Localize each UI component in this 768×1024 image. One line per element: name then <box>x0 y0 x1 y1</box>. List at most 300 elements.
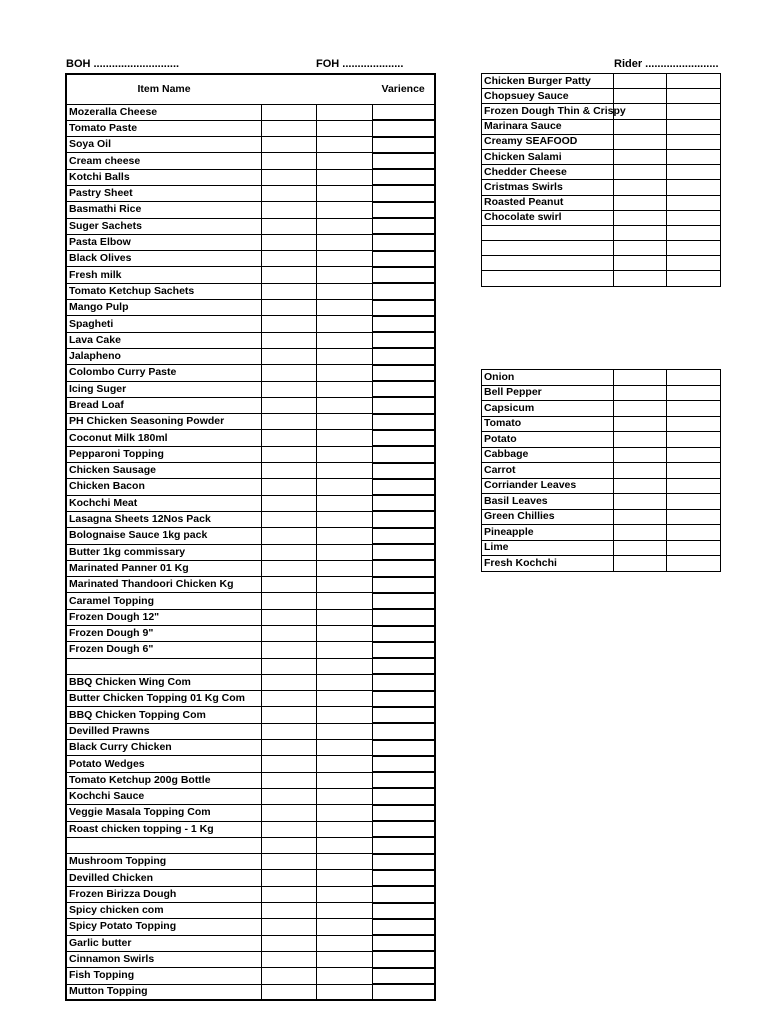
entry-cell[interactable] <box>372 446 435 462</box>
entry-cell[interactable] <box>317 283 373 299</box>
entry-cell[interactable] <box>261 935 317 951</box>
entry-cell[interactable] <box>261 430 317 446</box>
table-row <box>482 509 721 525</box>
entry-cell[interactable] <box>261 984 317 1000</box>
entry-cell[interactable] <box>261 593 317 609</box>
entry-cell[interactable] <box>261 105 317 121</box>
table-row <box>66 528 435 544</box>
entry-cell[interactable] <box>372 821 435 837</box>
item-name-cell: Lasagna Sheets 12Nos Pack <box>66 511 261 527</box>
entry-cell[interactable] <box>613 271 666 286</box>
table-row <box>482 74 721 89</box>
entry-cell[interactable] <box>317 381 373 397</box>
entry-cell[interactable] <box>317 446 373 462</box>
entry-cell[interactable] <box>372 283 435 299</box>
entry-cell[interactable] <box>613 447 666 463</box>
entry-cell[interactable] <box>372 234 435 250</box>
item-name-cell: Soya Oil <box>66 137 261 153</box>
item-name-cell: Frozen Dough Thin & Crispy <box>482 104 614 119</box>
entry-cell[interactable] <box>261 414 317 430</box>
item-name-cell <box>66 658 261 674</box>
entry-cell[interactable] <box>613 525 666 541</box>
entry-cell[interactable] <box>613 256 666 271</box>
item-name-cell: Mozeralla Cheese <box>66 105 261 121</box>
entry-cell[interactable] <box>372 137 435 153</box>
entry-cell[interactable] <box>372 267 435 283</box>
entry-cell[interactable] <box>261 218 317 234</box>
entry-cell[interactable] <box>261 446 317 462</box>
entry-cell[interactable] <box>261 348 317 364</box>
entry-cell[interactable] <box>261 234 317 250</box>
table-row <box>482 210 721 225</box>
entry-cell[interactable] <box>261 951 317 967</box>
item-name-header: Item Name <box>66 74 261 105</box>
entry-cell[interactable] <box>261 316 317 332</box>
foh-label: FOH .................... <box>316 58 404 70</box>
item-name-cell: Kochchi Sauce <box>66 788 261 804</box>
table-row <box>482 447 721 463</box>
entry-cell[interactable] <box>372 772 435 788</box>
entry-cell[interactable] <box>261 691 317 707</box>
entry-cell[interactable] <box>666 370 720 386</box>
entry-cell[interactable] <box>372 805 435 821</box>
entry-cell[interactable] <box>317 626 373 642</box>
table-row <box>66 316 435 332</box>
item-name-cell: Chicken Burger Patty <box>482 74 614 89</box>
entry-cell[interactable] <box>372 511 435 527</box>
table-row <box>482 416 721 432</box>
table-row <box>66 300 435 316</box>
entry-cell[interactable] <box>372 854 435 870</box>
entry-cell[interactable] <box>372 903 435 919</box>
entry-cell[interactable] <box>372 642 435 658</box>
entry-cell[interactable] <box>261 642 317 658</box>
entry-cell[interactable] <box>372 528 435 544</box>
entry-cell[interactable] <box>261 805 317 821</box>
item-name-cell: Garlic butter <box>66 935 261 951</box>
entry-cell[interactable] <box>317 169 373 185</box>
entry-cell[interactable] <box>261 137 317 153</box>
entry-cell[interactable] <box>372 968 435 984</box>
table-row <box>482 89 721 104</box>
entry-cell[interactable] <box>317 153 373 169</box>
table-row <box>482 401 721 417</box>
entry-cell[interactable] <box>666 478 720 494</box>
table-row <box>482 104 721 119</box>
entry-cell[interactable] <box>372 365 435 381</box>
entry-cell[interactable] <box>317 463 373 479</box>
entry-cell[interactable] <box>666 134 720 149</box>
entry-cell[interactable] <box>317 365 373 381</box>
entry-cell[interactable] <box>613 540 666 556</box>
entry-cell[interactable] <box>317 105 373 121</box>
item-name-cell: Marinara Sauce <box>482 119 614 134</box>
table-row <box>66 854 435 870</box>
entry-cell[interactable] <box>261 332 317 348</box>
entry-cell[interactable] <box>261 919 317 935</box>
entry-cell[interactable] <box>261 740 317 756</box>
entry-cell[interactable] <box>372 870 435 886</box>
entry-cell[interactable] <box>261 153 317 169</box>
entry-cell[interactable] <box>261 723 317 739</box>
entry-cell[interactable] <box>317 316 373 332</box>
entry-cell[interactable] <box>261 202 317 218</box>
entry-cell[interactable] <box>317 984 373 1000</box>
entry-cell[interactable] <box>666 180 720 195</box>
entry-cell[interactable] <box>613 494 666 510</box>
entry-cell[interactable] <box>666 525 720 541</box>
table-row <box>66 234 435 250</box>
table-row <box>66 968 435 984</box>
entry-cell[interactable] <box>261 463 317 479</box>
entry-cell[interactable] <box>261 479 317 495</box>
table-row <box>482 463 721 479</box>
entry-cell[interactable] <box>372 479 435 495</box>
entry-cell[interactable] <box>666 540 720 556</box>
entry-cell[interactable] <box>261 756 317 772</box>
entry-cell[interactable] <box>317 120 373 136</box>
entry-cell[interactable] <box>372 593 435 609</box>
entry-cell[interactable] <box>613 556 666 572</box>
entry-cell[interactable] <box>372 544 435 560</box>
entry-cell[interactable] <box>261 870 317 886</box>
entry-cell[interactable] <box>372 430 435 446</box>
entry-cell[interactable] <box>317 805 373 821</box>
entry-cell[interactable] <box>372 202 435 218</box>
table-row <box>482 134 721 149</box>
table-row <box>66 202 435 218</box>
entry-cell[interactable] <box>261 903 317 919</box>
entry-cell[interactable] <box>666 447 720 463</box>
item-name-cell: Corriander Leaves <box>482 478 614 494</box>
entry-cell[interactable] <box>666 165 720 180</box>
item-name-cell: Creamy SEAFOOD <box>482 134 614 149</box>
entry-cell[interactable] <box>317 495 373 511</box>
entry-cell[interactable] <box>261 120 317 136</box>
entry-cell[interactable] <box>613 210 666 225</box>
entry-cell[interactable] <box>666 241 720 256</box>
entry-cell[interactable] <box>372 691 435 707</box>
entry-cell[interactable] <box>372 185 435 201</box>
entry-cell[interactable] <box>372 951 435 967</box>
entry-cell[interactable] <box>372 674 435 690</box>
table-row <box>66 105 435 121</box>
entry-cell[interactable] <box>666 416 720 432</box>
entry-cell[interactable] <box>261 267 317 283</box>
entry-cell[interactable] <box>666 104 720 119</box>
entry-cell[interactable] <box>261 854 317 870</box>
table-row <box>66 919 435 935</box>
entry-cell[interactable] <box>613 401 666 417</box>
table-row-empty <box>482 271 721 286</box>
entry-cell[interactable] <box>613 134 666 149</box>
entry-cell[interactable] <box>317 740 373 756</box>
entry-cell[interactable] <box>317 788 373 804</box>
item-name-cell: Devilled Prawns <box>66 723 261 739</box>
entry-cell[interactable] <box>372 984 435 1000</box>
entry-cell[interactable] <box>372 886 435 902</box>
table-row <box>66 332 435 348</box>
entry-cell[interactable] <box>613 195 666 210</box>
entry-cell[interactable] <box>372 300 435 316</box>
table-row <box>482 478 721 494</box>
entry-cell[interactable] <box>372 381 435 397</box>
entry-cell[interactable] <box>261 707 317 723</box>
table-row <box>482 165 721 180</box>
table-row <box>66 495 435 511</box>
table-row <box>66 348 435 364</box>
item-name-cell <box>66 837 261 853</box>
item-name-cell: Devilled Chicken <box>66 870 261 886</box>
item-name-cell: Potato Wedges <box>66 756 261 772</box>
table-row <box>66 674 435 690</box>
table-row-empty <box>482 256 721 271</box>
entry-cell[interactable] <box>372 332 435 348</box>
entry-cell[interactable] <box>372 560 435 576</box>
entry-cell[interactable] <box>317 870 373 886</box>
entry-cell[interactable] <box>317 723 373 739</box>
entry-cell[interactable] <box>317 251 373 267</box>
entry-cell[interactable] <box>261 886 317 902</box>
entry-cell[interactable] <box>666 195 720 210</box>
item-name-cell: Pepparoni Topping <box>66 446 261 462</box>
item-name-cell: Capsicum <box>482 401 614 417</box>
entry-cell[interactable] <box>261 528 317 544</box>
table-row <box>66 821 435 837</box>
entry-cell[interactable] <box>666 74 720 89</box>
entry-cell[interactable] <box>666 494 720 510</box>
entry-cell[interactable] <box>317 642 373 658</box>
entry-cell[interactable] <box>372 723 435 739</box>
entry-cell[interactable] <box>613 165 666 180</box>
entry-cell[interactable] <box>261 381 317 397</box>
table-row <box>66 870 435 886</box>
entry-cell[interactable] <box>317 886 373 902</box>
entry-cell[interactable] <box>317 185 373 201</box>
entry-cell[interactable] <box>372 935 435 951</box>
entry-cell[interactable] <box>317 544 373 560</box>
entry-cell[interactable] <box>317 332 373 348</box>
entry-cell[interactable] <box>317 267 373 283</box>
table-row-empty <box>482 241 721 256</box>
entry-cell[interactable] <box>613 241 666 256</box>
table-row <box>66 772 435 788</box>
entry-cell[interactable] <box>261 365 317 381</box>
entry-cell[interactable] <box>666 225 720 240</box>
entry-cell[interactable] <box>317 511 373 527</box>
entry-cell[interactable] <box>261 544 317 560</box>
entry-cell[interactable] <box>317 968 373 984</box>
entry-cell[interactable] <box>372 707 435 723</box>
entry-cell[interactable] <box>317 854 373 870</box>
entry-cell[interactable] <box>613 385 666 401</box>
entry-cell[interactable] <box>317 397 373 413</box>
item-name-cell: Carrot <box>482 463 614 479</box>
table-row <box>66 430 435 446</box>
entry-cell[interactable] <box>317 837 373 853</box>
entry-cell[interactable] <box>317 919 373 935</box>
entry-cell[interactable] <box>261 560 317 576</box>
entry-cell[interactable] <box>317 756 373 772</box>
entry-cell[interactable] <box>317 658 373 674</box>
entry-cell[interactable] <box>372 788 435 804</box>
table-row <box>66 251 435 267</box>
entry-cell[interactable] <box>317 674 373 690</box>
entry-cell[interactable] <box>261 300 317 316</box>
item-name-cell: Cinnamon Swirls <box>66 951 261 967</box>
entry-cell[interactable] <box>261 185 317 201</box>
entry-cell[interactable] <box>261 968 317 984</box>
item-name-cell: Chocolate swirl <box>482 210 614 225</box>
entry-cell[interactable] <box>317 577 373 593</box>
entry-cell[interactable] <box>261 169 317 185</box>
entry-cell[interactable] <box>613 180 666 195</box>
entry-cell[interactable] <box>372 837 435 853</box>
table-row <box>66 120 435 136</box>
entry-cell[interactable] <box>372 105 435 121</box>
entry-cell[interactable] <box>261 658 317 674</box>
item-name-cell: Icing Suger <box>66 381 261 397</box>
item-name-cell: Mango Pulp <box>66 300 261 316</box>
main-stock-table <box>65 73 436 1001</box>
table-row <box>66 984 435 1000</box>
entry-cell[interactable] <box>261 251 317 267</box>
entry-cell[interactable] <box>613 509 666 525</box>
entry-cell[interactable] <box>372 658 435 674</box>
item-name-cell: Jalapheno <box>66 348 261 364</box>
table-row <box>66 805 435 821</box>
item-name-cell: Kotchi Balls <box>66 169 261 185</box>
table-row <box>482 494 721 510</box>
entry-cell[interactable] <box>317 202 373 218</box>
entry-cell[interactable] <box>317 430 373 446</box>
entry-cell[interactable] <box>613 149 666 164</box>
entry-cell[interactable] <box>372 463 435 479</box>
entry-cell[interactable] <box>372 251 435 267</box>
entry-cell[interactable] <box>317 707 373 723</box>
entry-cell[interactable] <box>613 119 666 134</box>
entry-cell[interactable] <box>261 577 317 593</box>
entry-cell[interactable] <box>666 256 720 271</box>
entry-cell[interactable] <box>372 495 435 511</box>
item-name-cell: Marinated Panner 01 Kg <box>66 560 261 576</box>
entry-cell[interactable] <box>317 560 373 576</box>
entry-cell[interactable] <box>666 432 720 448</box>
item-name-cell: Onion <box>482 370 614 386</box>
entry-cell[interactable] <box>372 169 435 185</box>
entry-cell[interactable] <box>261 609 317 625</box>
entry-cell[interactable] <box>613 74 666 89</box>
entry-cell[interactable] <box>613 432 666 448</box>
entry-cell[interactable] <box>613 478 666 494</box>
entry-cell[interactable] <box>372 218 435 234</box>
entry-cell[interactable] <box>613 416 666 432</box>
entry-cell[interactable] <box>317 234 373 250</box>
entry-cell[interactable] <box>261 495 317 511</box>
entry-cell[interactable] <box>666 385 720 401</box>
entry-cell[interactable] <box>261 626 317 642</box>
item-name-cell: BBQ Chicken Topping Com <box>66 707 261 723</box>
entry-cell[interactable] <box>372 609 435 625</box>
entry-cell[interactable] <box>372 348 435 364</box>
entry-cell[interactable] <box>372 919 435 935</box>
entry-cell[interactable] <box>261 821 317 837</box>
entry-cell[interactable] <box>613 370 666 386</box>
entry-cell[interactable] <box>372 414 435 430</box>
entry-cell[interactable] <box>372 626 435 642</box>
table-row <box>66 169 435 185</box>
entry-cell[interactable] <box>261 283 317 299</box>
entry-cell[interactable] <box>261 788 317 804</box>
item-name-cell: Butter Chicken Topping 01 Kg Com <box>66 691 261 707</box>
entry-cell[interactable] <box>666 463 720 479</box>
top-right-stock-table <box>481 73 721 287</box>
entry-cell[interactable] <box>666 401 720 417</box>
entry-cell[interactable] <box>372 397 435 413</box>
entry-cell[interactable] <box>317 479 373 495</box>
entry-cell[interactable] <box>317 300 373 316</box>
entry-cell[interactable] <box>666 149 720 164</box>
entry-cell[interactable] <box>666 556 720 572</box>
entry-cell[interactable] <box>317 593 373 609</box>
item-name-cell <box>482 256 614 271</box>
entry-cell[interactable] <box>317 137 373 153</box>
table-row <box>482 370 721 386</box>
entry-cell[interactable] <box>261 772 317 788</box>
entry-cell[interactable] <box>317 903 373 919</box>
entry-cell[interactable] <box>372 756 435 772</box>
entry-cell[interactable] <box>317 218 373 234</box>
item-name-cell: Mushroom Topping <box>66 854 261 870</box>
entry-cell[interactable] <box>317 414 373 430</box>
entry-cell[interactable] <box>261 837 317 853</box>
entry-cell[interactable] <box>317 528 373 544</box>
table-row <box>66 626 435 642</box>
entry-cell[interactable] <box>317 691 373 707</box>
table-row <box>66 788 435 804</box>
entry-cell[interactable] <box>372 316 435 332</box>
entry-cell[interactable] <box>317 821 373 837</box>
entry-cell[interactable] <box>317 348 373 364</box>
table-row <box>482 149 721 164</box>
variance-header: Varience <box>372 74 435 105</box>
entry-cell[interactable] <box>613 225 666 240</box>
table-row <box>66 137 435 153</box>
entry-cell[interactable] <box>666 89 720 104</box>
entry-cell[interactable] <box>317 935 373 951</box>
entry-cell[interactable] <box>261 674 317 690</box>
entry-cell[interactable] <box>261 511 317 527</box>
entry-cell[interactable] <box>317 609 373 625</box>
entry-cell[interactable] <box>317 772 373 788</box>
table-row <box>66 951 435 967</box>
entry-cell[interactable] <box>261 397 317 413</box>
entry-cell[interactable] <box>666 119 720 134</box>
entry-cell[interactable] <box>372 120 435 136</box>
entry-cell[interactable] <box>666 271 720 286</box>
item-name-cell: Pineapple <box>482 525 614 541</box>
entry-cell[interactable] <box>317 951 373 967</box>
item-name-cell: Frozen Dough 6" <box>66 642 261 658</box>
entry-cell[interactable] <box>372 577 435 593</box>
entry-cell[interactable] <box>372 153 435 169</box>
entry-cell[interactable] <box>372 740 435 756</box>
item-name-cell: Fresh Kochchi <box>482 556 614 572</box>
entry-cell[interactable] <box>666 210 720 225</box>
entry-cell[interactable] <box>666 509 720 525</box>
entry-cell[interactable] <box>613 463 666 479</box>
entry-cell[interactable] <box>613 89 666 104</box>
